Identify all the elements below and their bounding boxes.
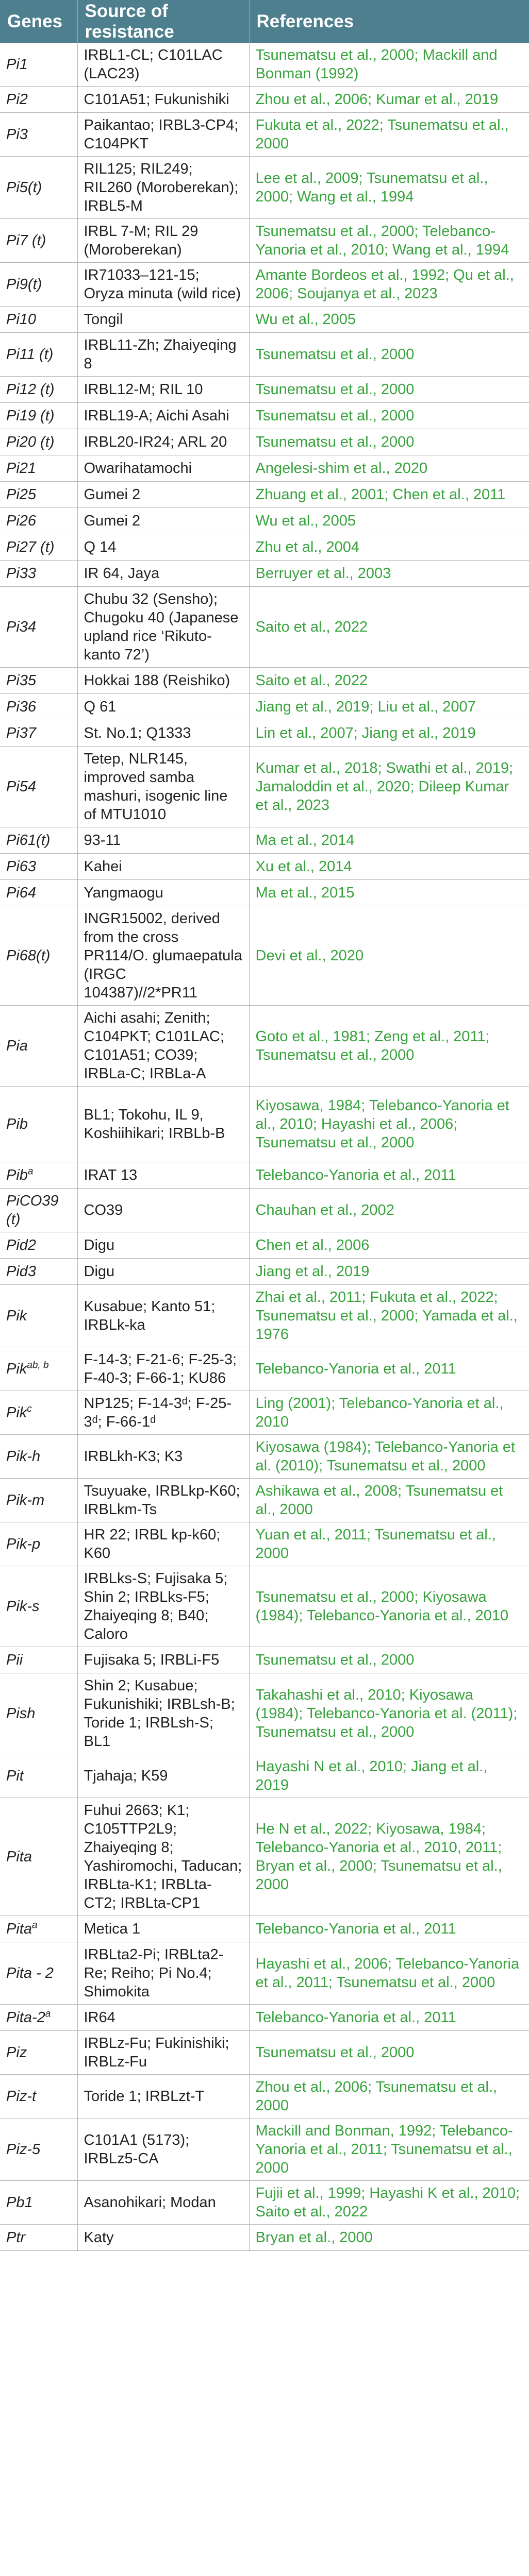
references-cell[interactable]: Tsunematsu et al., 2000; Telebanco-Yanoria et al., 2010; Wang et al., 1994 xyxy=(249,219,529,263)
gene-name: Ptr xyxy=(6,2229,26,2246)
gene-name: Pi10 xyxy=(6,311,37,328)
references-cell[interactable]: Jiang et al., 2019; Liu et al., 2007 xyxy=(249,694,529,720)
table-row xyxy=(0,1647,529,1673)
source-cell: Tetep, NLR145, improved samba mashuri, isogenic line of MTU1010 xyxy=(77,747,249,827)
references-cell[interactable]: Zhu et al., 2004 xyxy=(249,534,529,561)
references-cell[interactable]: Tsunematsu et al., 2000 xyxy=(249,429,529,455)
gene-superscript: ab, b xyxy=(27,1360,49,1371)
references-cell[interactable]: Berruyer et al., 2003 xyxy=(249,561,529,587)
gene-cell xyxy=(0,263,77,307)
gene-name: Pik xyxy=(6,1404,27,1421)
gene-cell xyxy=(0,1285,77,1347)
gene-name: Pi12 (t) xyxy=(6,381,55,398)
table-row xyxy=(0,157,529,219)
gene-name: Pi20 (t) xyxy=(6,434,55,450)
table-row xyxy=(0,1798,529,1916)
gene-cell xyxy=(0,1942,77,2005)
references-cell[interactable]: Amante Bordeos et al., 1992; Qu et al., 2006; Soujanya et al., 2023 xyxy=(249,263,529,307)
gene-name: Pi36 xyxy=(6,699,37,715)
table-row xyxy=(0,720,529,747)
gene-cell xyxy=(0,1754,77,1798)
table-row xyxy=(0,2181,529,2225)
gene-cell xyxy=(0,429,77,455)
gene-name: Pi2 xyxy=(6,91,28,108)
gene-name: Pik xyxy=(6,1361,27,1377)
gene-cell xyxy=(0,219,77,263)
header-genes: Genes xyxy=(0,0,77,43)
table-row xyxy=(0,1391,529,1435)
gene-cell xyxy=(0,1162,77,1189)
table-row xyxy=(0,1942,529,2005)
gene-cell xyxy=(0,1916,77,1942)
gene-cell xyxy=(0,880,77,906)
references-cell[interactable]: Ling (2001); Telebanco-Yanoria et al., 2010 xyxy=(249,1391,529,1435)
gene-name: Pi37 xyxy=(6,725,37,741)
references-cell[interactable]: Tsunematsu et al., 2000 xyxy=(249,2031,529,2075)
gene-name: Pi33 xyxy=(6,565,37,582)
source-cell: IRBLta2-Pi; IRBLta2-Re; Reiho; Pi No.4; Shimokita xyxy=(77,1942,249,2005)
table-row xyxy=(0,219,529,263)
gene-name: Piz xyxy=(6,2044,27,2061)
references-cell[interactable]: He N et al., 2022; Kiyosawa, 1984; Telebanco-Yanoria et al., 2010, 2011; Bryan et al., 2000; Tsunematsu et al., 2000 xyxy=(249,1798,529,1916)
gene-name: Pi21 xyxy=(6,460,37,477)
references-cell[interactable]: Kiyosawa, 1984; Telebanco-Yanoria et al., 2010; Hayashi et al., 2006; Tsunematsu et al., 2000 xyxy=(249,1087,529,1162)
source-cell: Gumei 2 xyxy=(77,482,249,508)
source-cell: IRBLkh-K3; K3 xyxy=(77,1435,249,1479)
gene-name: Pi54 xyxy=(6,778,37,795)
references-cell[interactable]: Goto et al., 1981; Zeng et al., 2011; Tsunematsu et al., 2000 xyxy=(249,1006,529,1087)
table-row xyxy=(0,508,529,534)
references-cell[interactable]: Telebanco-Yanoria et al., 2011 xyxy=(249,2005,529,2031)
table-row xyxy=(0,747,529,827)
gene-superscript: c xyxy=(27,1403,32,1415)
source-cell: IR71033–121-15; Oryza minuta (wild rice) xyxy=(77,263,249,307)
source-cell: INGR15002, derived from the cross PR114/O. glumaepatula (IRGC 104387)//2*PR11 xyxy=(77,906,249,1006)
table-row xyxy=(0,113,529,157)
references-cell[interactable]: Telebanco-Yanoria et al., 2011 xyxy=(249,1916,529,1942)
gene-cell xyxy=(0,1522,77,1566)
table-row xyxy=(0,1916,529,1942)
references-cell[interactable]: Saito et al., 2022 xyxy=(249,668,529,694)
references-cell[interactable]: Fukuta et al., 2022; Tsunematsu et al., 2000 xyxy=(249,113,529,157)
table-row xyxy=(0,482,529,508)
gene-cell xyxy=(0,1189,77,1232)
gene-cell xyxy=(0,668,77,694)
source-cell: C101A51; Fukunishiki xyxy=(77,87,249,113)
gene-name: PiCO39 (t) xyxy=(6,1193,59,1228)
references-cell[interactable]: Tsunematsu et al., 2000 xyxy=(249,333,529,377)
gene-name: Pi26 xyxy=(6,513,37,529)
gene-cell xyxy=(0,157,77,219)
table-row xyxy=(0,1754,529,1798)
source-cell: IR 64, Jaya xyxy=(77,561,249,587)
table-row xyxy=(0,880,529,906)
source-cell: IRBL12-M; RIL 10 xyxy=(77,377,249,403)
source-cell: BL1; Tokohu, IL 9, Koshiihikari; IRBLb-B xyxy=(77,1087,249,1162)
gene-cell xyxy=(0,1232,77,1259)
gene-name: Pib xyxy=(6,1167,28,1183)
table-row xyxy=(0,2119,529,2181)
gene-name: Pi64 xyxy=(6,885,37,901)
gene-cell xyxy=(0,2075,77,2119)
header-references: References xyxy=(249,0,529,43)
gene-cell xyxy=(0,694,77,720)
table-row xyxy=(0,307,529,333)
references-cell[interactable]: Lee et al., 2009; Tsunematsu et al., 2000; Wang et al., 1994 xyxy=(249,157,529,219)
gene-name: Pid3 xyxy=(6,1263,37,1280)
gene-name: Pi3 xyxy=(6,126,28,143)
table-row xyxy=(0,1006,529,1087)
references-cell[interactable]: Tsunematsu et al., 2000 xyxy=(249,377,529,403)
gene-name: Pi61(t) xyxy=(6,832,51,849)
table-row xyxy=(0,668,529,694)
gene-name: Piz-5 xyxy=(6,2141,41,2158)
table-row xyxy=(0,1285,529,1347)
gene-cell xyxy=(0,113,77,157)
gene-name: Pi9(t) xyxy=(6,276,42,293)
source-cell: Chubu 32 (Sensho); Chugoku 40 (Japanese upland rice ‘Rikuto-kanto 72’) xyxy=(77,587,249,668)
table-row xyxy=(0,87,529,113)
references-cell[interactable]: Fujii et al., 1999; Hayashi K et al., 2010; Saito et al., 2022 xyxy=(249,2181,529,2225)
gene-name: Pid2 xyxy=(6,1237,37,1253)
gene-cell xyxy=(0,1798,77,1916)
gene-name: Pi11 (t) xyxy=(6,346,54,363)
gene-cell xyxy=(0,2031,77,2075)
table-row xyxy=(0,1522,529,1566)
references-cell[interactable]: Ashikawa et al., 2008; Tsunematsu et al., 2000 xyxy=(249,1479,529,1522)
references-cell[interactable]: Zhuang et al., 2001; Chen et al., 2011 xyxy=(249,482,529,508)
table-row xyxy=(0,561,529,587)
header-row xyxy=(0,0,529,43)
table-row xyxy=(0,2225,529,2251)
references-cell[interactable]: Wu et al., 2005 xyxy=(249,307,529,333)
gene-name: Pish xyxy=(6,1705,36,1722)
source-cell: Tjahaja; K59 xyxy=(77,1754,249,1798)
gene-name: Piz-t xyxy=(6,2088,36,2105)
source-cell: Shin 2; Kusabue; Fukunishiki; IRBLsh-B; Toride 1; IRBLsh-S; BL1 xyxy=(77,1673,249,1754)
references-cell[interactable]: Kiyosawa (1984); Telebanco-Yanoria et al. (2010); Tsunematsu et al., 2000 xyxy=(249,1435,529,1479)
gene-name: Pik-m xyxy=(6,1492,45,1509)
gene-name: Pi5(t) xyxy=(6,179,42,196)
table-row xyxy=(0,1259,529,1285)
gene-cell xyxy=(0,1566,77,1647)
references-cell[interactable]: Tsunematsu et al., 2000; Mackill and Bonman (1992) xyxy=(249,43,529,87)
gene-name: Pita-2 xyxy=(6,2009,45,2026)
gene-cell xyxy=(0,1087,77,1162)
source-cell: IRBL19-A; Aichi Asahi xyxy=(77,403,249,429)
gene-name: Pik xyxy=(6,1308,27,1324)
gene-cell xyxy=(0,827,77,854)
references-cell[interactable]: Angelesi-shim et al., 2020 xyxy=(249,455,529,482)
gene-cell xyxy=(0,2005,77,2031)
source-cell: Q 14 xyxy=(77,534,249,561)
source-cell: F-14-3; F-21-6; F-25-3; F-40-3; F-66-1; KU86 xyxy=(77,1347,249,1391)
references-cell[interactable]: Takahashi et al., 2010; Kiyosawa (1984); Telebanco-Yanoria et al. (2011); Tsunematsu et al., 2000 xyxy=(249,1673,529,1754)
table-row xyxy=(0,827,529,854)
gene-name: Pi34 xyxy=(6,619,37,635)
gene-cell xyxy=(0,747,77,827)
references-cell[interactable]: Telebanco-Yanoria et al., 2011 xyxy=(249,1347,529,1391)
gene-name: Pi19 (t) xyxy=(6,408,55,424)
gene-cell xyxy=(0,1259,77,1285)
source-cell: St. No.1; Q1333 xyxy=(77,720,249,747)
source-cell: IRBLz-Fu; Fukinishiki; IRBLz-Fu xyxy=(77,2031,249,2075)
references-cell[interactable]: Ma et al., 2014 xyxy=(249,827,529,854)
gene-superscript: a xyxy=(31,1920,38,1931)
references-cell[interactable]: Ma et al., 2015 xyxy=(249,880,529,906)
source-cell: Aichi asahi; Zenith; C104PKT; C101LAC; C101A51; CO39; IRBLa-C; IRBLa-A xyxy=(77,1006,249,1087)
references-cell[interactable]: Devi et al., 2020 xyxy=(249,906,529,1006)
references-cell[interactable]: Wu et al., 2005 xyxy=(249,508,529,534)
gene-name: Pit xyxy=(6,1768,24,1784)
table-row xyxy=(0,1566,529,1647)
gene-cell xyxy=(0,1391,77,1435)
gene-cell xyxy=(0,561,77,587)
gene-cell xyxy=(0,720,77,747)
source-cell: RIL125; RIL249; RIL260 (Moroberekan); IRBL5-M xyxy=(77,157,249,219)
source-cell: IRAT 13 xyxy=(77,1162,249,1189)
references-cell[interactable]: Telebanco-Yanoria et al., 2011 xyxy=(249,1162,529,1189)
source-cell: Tsuyuake, IRBLkp-K60; IRBLkm-Ts xyxy=(77,1479,249,1522)
source-cell: IRBLks-S; Fujisaka 5; Shin 2; IRBLks-F5; Zhaiyeqing 8; B40; Caloro xyxy=(77,1566,249,1647)
gene-cell xyxy=(0,2225,77,2251)
gene-cell xyxy=(0,87,77,113)
references-cell[interactable]: Zhou et al., 2006; Kumar et al., 2019 xyxy=(249,87,529,113)
gene-cell xyxy=(0,1673,77,1754)
source-cell: IRBL 7-M; RIL 29 (Moroberekan) xyxy=(77,219,249,263)
gene-cell xyxy=(0,854,77,880)
gene-name: Pi27 (t) xyxy=(6,539,55,555)
source-cell: 93-11 xyxy=(77,827,249,854)
table-row xyxy=(0,43,529,87)
source-cell: Digu xyxy=(77,1232,249,1259)
gene-cell xyxy=(0,333,77,377)
gene-cell xyxy=(0,1006,77,1087)
source-cell: Yangmaogu xyxy=(77,880,249,906)
gene-cell xyxy=(0,43,77,87)
source-cell: Hokkai 188 (Reishiko) xyxy=(77,668,249,694)
gene-name: Pi68(t) xyxy=(6,947,51,964)
references-cell[interactable]: Jiang et al., 2019 xyxy=(249,1259,529,1285)
gene-cell xyxy=(0,508,77,534)
gene-name: Pia xyxy=(6,1038,28,1054)
table-row xyxy=(0,1673,529,1754)
table-row xyxy=(0,534,529,561)
source-cell: Paikantao; IRBL3-CP4; C104PKT xyxy=(77,113,249,157)
source-cell: Fuhui 2663; K1; C105TTP2L9; Zhaiyeqing 8; Yashiromochi, Taducan; IRBLta-K1; IRBLta-CT2; IRBLta-CP1 xyxy=(77,1798,249,1916)
gene-name: Pita - 2 xyxy=(6,1965,54,1981)
gene-cell xyxy=(0,455,77,482)
source-cell: Kahei xyxy=(77,854,249,880)
table-row xyxy=(0,2031,529,2075)
table-row xyxy=(0,1189,529,1232)
source-cell: Owarihatamochi xyxy=(77,455,249,482)
source-cell: Asanohikari; Modan xyxy=(77,2181,249,2225)
gene-cell xyxy=(0,403,77,429)
gene-name: Pi7 (t) xyxy=(6,232,46,249)
source-cell: Metica 1 xyxy=(77,1916,249,1942)
gene-name: Pib xyxy=(6,1116,28,1132)
references-cell[interactable]: Tsunematsu et al., 2000 xyxy=(249,403,529,429)
gene-name: Pik-s xyxy=(6,1598,40,1615)
references-cell[interactable]: Kumar et al., 2018; Swathi et al., 2019; Jamaloddin et al., 2020; Dileep Kumar et al., 2023 xyxy=(249,747,529,827)
source-cell: IRBL11-Zh; Zhaiyeqing 8 xyxy=(77,333,249,377)
references-cell[interactable]: Zhai et al., 2011; Fukuta et al., 2022; Tsunematsu et al., 2000; Yamada et al., 1976 xyxy=(249,1285,529,1347)
references-cell[interactable]: Mackill and Bonman, 1992; Telebanco-Yanoria et al., 2011; Tsunematsu et al., 2000 xyxy=(249,2119,529,2181)
references-cell[interactable]: Xu et al., 2014 xyxy=(249,854,529,880)
table-row xyxy=(0,333,529,377)
references-cell[interactable]: Bryan et al., 2000 xyxy=(249,2225,529,2251)
references-cell[interactable]: Tsunematsu et al., 2000 xyxy=(249,1647,529,1673)
gene-superscript: a xyxy=(27,1166,34,1177)
gene-name: Pita xyxy=(6,1921,32,1937)
gene-name: Pi25 xyxy=(6,486,37,503)
gene-cell xyxy=(0,482,77,508)
table-row xyxy=(0,2005,529,2031)
references-cell[interactable]: Yuan et al., 2011; Tsunematsu et al., 2000 xyxy=(249,1522,529,1566)
references-cell[interactable]: Zhou et al., 2006; Tsunematsu et al., 2000 xyxy=(249,2075,529,2119)
references-cell[interactable]: Lin et al., 2007; Jiang et al., 2019 xyxy=(249,720,529,747)
source-cell: CO39 xyxy=(77,1189,249,1232)
references-cell[interactable]: Chauhan et al., 2002 xyxy=(249,1189,529,1232)
header-source-of-resistance: Source of resistance xyxy=(77,0,249,43)
source-cell: Fujisaka 5; IRBLi-F5 xyxy=(77,1647,249,1673)
source-cell: NP125; F-14-3ᵈ; F-25-3ᵈ; F-66-1ᵈ xyxy=(77,1391,249,1435)
gene-cell xyxy=(0,906,77,1006)
table-row xyxy=(0,2075,529,2119)
gene-cell xyxy=(0,1347,77,1391)
gene-cell xyxy=(0,307,77,333)
gene-cell xyxy=(0,2181,77,2225)
table-row xyxy=(0,377,529,403)
source-cell: IRBL20-IR24; ARL 20 xyxy=(77,429,249,455)
table-row xyxy=(0,455,529,482)
gene-name: Pb1 xyxy=(6,2194,33,2211)
source-cell: C101A1 (5173); IRBLz5-CA xyxy=(77,2119,249,2181)
table-row xyxy=(0,1232,529,1259)
table-row xyxy=(0,1435,529,1479)
gene-name: Pik-h xyxy=(6,1448,41,1465)
gene-name: Pi35 xyxy=(6,672,37,689)
gene-cell xyxy=(0,1647,77,1673)
table-row xyxy=(0,1479,529,1522)
gene-cell xyxy=(0,587,77,668)
source-cell: Toride 1; IRBLzt-T xyxy=(77,2075,249,2119)
gene-name: Pik-p xyxy=(6,1536,41,1552)
table-row xyxy=(0,694,529,720)
table-row xyxy=(0,587,529,668)
table-row xyxy=(0,403,529,429)
gene-name: Pi1 xyxy=(6,56,28,73)
references-cell[interactable]: Hayashi N et al., 2010; Jiang et al., 2019 xyxy=(249,1754,529,1798)
source-cell: Katy xyxy=(77,2225,249,2251)
references-cell[interactable]: Tsunematsu et al., 2000; Kiyosawa (1984); Telebanco-Yanoria et al., 2010 xyxy=(249,1566,529,1647)
references-cell[interactable]: Hayashi et al., 2006; Telebanco-Yanoria et al., 2011; Tsunematsu et al., 2000 xyxy=(249,1942,529,2005)
gene-cell xyxy=(0,534,77,561)
gene-cell xyxy=(0,377,77,403)
gene-cell xyxy=(0,1479,77,1522)
gene-name: Pi63 xyxy=(6,858,37,875)
table-row xyxy=(0,906,529,1006)
table-row xyxy=(0,1347,529,1391)
source-cell: IRBL1-CL; C101LAC (LAC23) xyxy=(77,43,249,87)
gene-cell xyxy=(0,1435,77,1479)
gene-name: Pita xyxy=(6,1849,32,1865)
source-cell: Gumei 2 xyxy=(77,508,249,534)
references-cell[interactable]: Chen et al., 2006 xyxy=(249,1232,529,1259)
table-row xyxy=(0,1162,529,1189)
table-row xyxy=(0,1087,529,1162)
source-cell: Kusabue; Kanto 51; IRBLk-ka xyxy=(77,1285,249,1347)
gene-cell xyxy=(0,2119,77,2181)
table-row xyxy=(0,263,529,307)
source-cell: Q 61 xyxy=(77,694,249,720)
source-cell: Digu xyxy=(77,1259,249,1285)
gene-superscript: a xyxy=(45,2008,51,2020)
table-row xyxy=(0,854,529,880)
table-row xyxy=(0,429,529,455)
source-cell: HR 22; IRBL kp-k60; K60 xyxy=(77,1522,249,1566)
references-cell[interactable]: Saito et al., 2022 xyxy=(249,587,529,668)
source-cell: Tongil xyxy=(77,307,249,333)
source-cell: IR64 xyxy=(77,2005,249,2031)
gene-name: Pii xyxy=(6,1652,23,1668)
